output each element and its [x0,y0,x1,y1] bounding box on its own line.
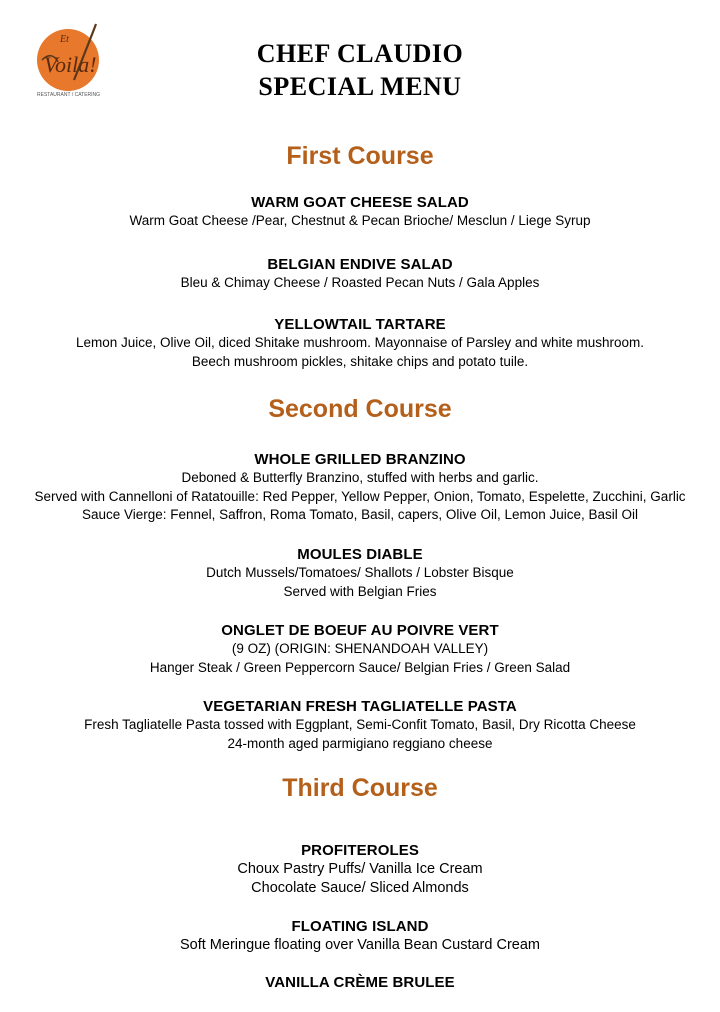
logo-tagline: RESTAURANT / CATERING [37,92,101,98]
dish-warm-goat-cheese-salad [0,193,720,231]
dish-description: Soft Meringue floating over Vanilla Bean Custard Cream [179,937,540,953]
dish-description: Dutch Mussels/Tomatoes/ Shallots / Lobster Bisque [206,565,514,580]
dish-name: BELGIAN ENDIVE SALAD [267,256,453,273]
dish-name: MOULES DIABLE [297,546,423,563]
dish-description: (9 OZ) (ORIGIN: SHENANDOAH VALLEY) [231,641,489,656]
dish-name: YELLOWTAIL TARTARE [274,316,446,333]
menu-title-line2: SPECIAL MENU [258,72,462,101]
dish-description: Sauce Vierge: Fennel, Saffron, Roma Tomato, Basil, capers, Olive Oil, Lemon Juice, Basil Oil [81,507,638,522]
dish-name: VANILLA CRÈME BRULEE [265,974,455,991]
dish-description: Warm Goat Cheese /Pear, Chestnut & Pecan Brioche/ Mesclun / Liege Syrup [129,213,591,228]
course-title-third: Third Course [282,774,438,802]
dish-name: ONGLET DE BOEUF AU POIVRE VERT [221,622,499,639]
dish-name: WARM GOAT CHEESE SALAD [251,194,469,211]
dish-profiteroles [0,841,720,897]
course-title-first: First Course [286,142,434,170]
dish-description: Chocolate Sauce/ Sliced Almonds [251,879,469,896]
dish-name: WHOLE GRILLED BRANZINO [254,451,466,468]
dish-description: Hanger Steak / Green Peppercorn Sauce/ Belgian Fries / Green Salad [149,659,571,675]
dish-name: PROFITEROLES [301,842,419,859]
dish-description: 24-month aged parmigiano reggiano cheese [227,735,493,751]
dish-vegetarian-tagliatelle [0,697,720,753]
dish-description: Deboned & Butterfly Branzino, stuffed with herbs and garlic. [181,470,539,485]
logo-small-text: Et [60,34,69,45]
dish-description: Fresh Tagliatelle Pasta tossed with Eggplant, Semi-Confit Tomato, Basil, Dry Ricotta Cheese [84,717,636,732]
dish-name: VEGETARIAN FRESH TAGLIATELLE PASTA [203,698,517,715]
dish-description: Bleu & Chimay Cheese / Roasted Pecan Nuts / Gala Apples [180,275,540,290]
dish-description: Served with Belgian Fries [283,583,437,599]
dish-whole-grilled-branzino [0,450,720,525]
dish-floating-island [0,917,720,955]
dish-belgian-endive-salad [0,255,720,293]
dish-description: Served with Cannelloni of Ratatouille: Red Pepper, Yellow Pepper, Onion, Tomato, Espelette, Zucchini, Garlic [34,488,686,504]
dish-onglet-de-boeuf [0,621,720,677]
dish-description: Choux Pastry Puffs/ Vanilla Ice Cream [237,861,483,877]
dish-vanilla-creme-brulee [0,973,720,992]
logo-script-text: Voila! [44,52,97,77]
restaurant-logo [34,20,114,98]
dish-yellowtail-tartare [0,315,720,371]
dish-name: FLOATING ISLAND [291,918,429,935]
menu-title-line1: CHEF CLAUDIO [256,39,464,68]
dish-description: Lemon Juice, Olive Oil, diced Shitake mushroom. Mayonnaise of Parsley and white mushroom. [75,335,644,350]
dish-description: Beech mushroom pickles, shitake chips and potato tuile. [191,353,529,369]
course-title-second: Second Course [268,395,452,423]
dish-moules-diable [0,545,720,601]
